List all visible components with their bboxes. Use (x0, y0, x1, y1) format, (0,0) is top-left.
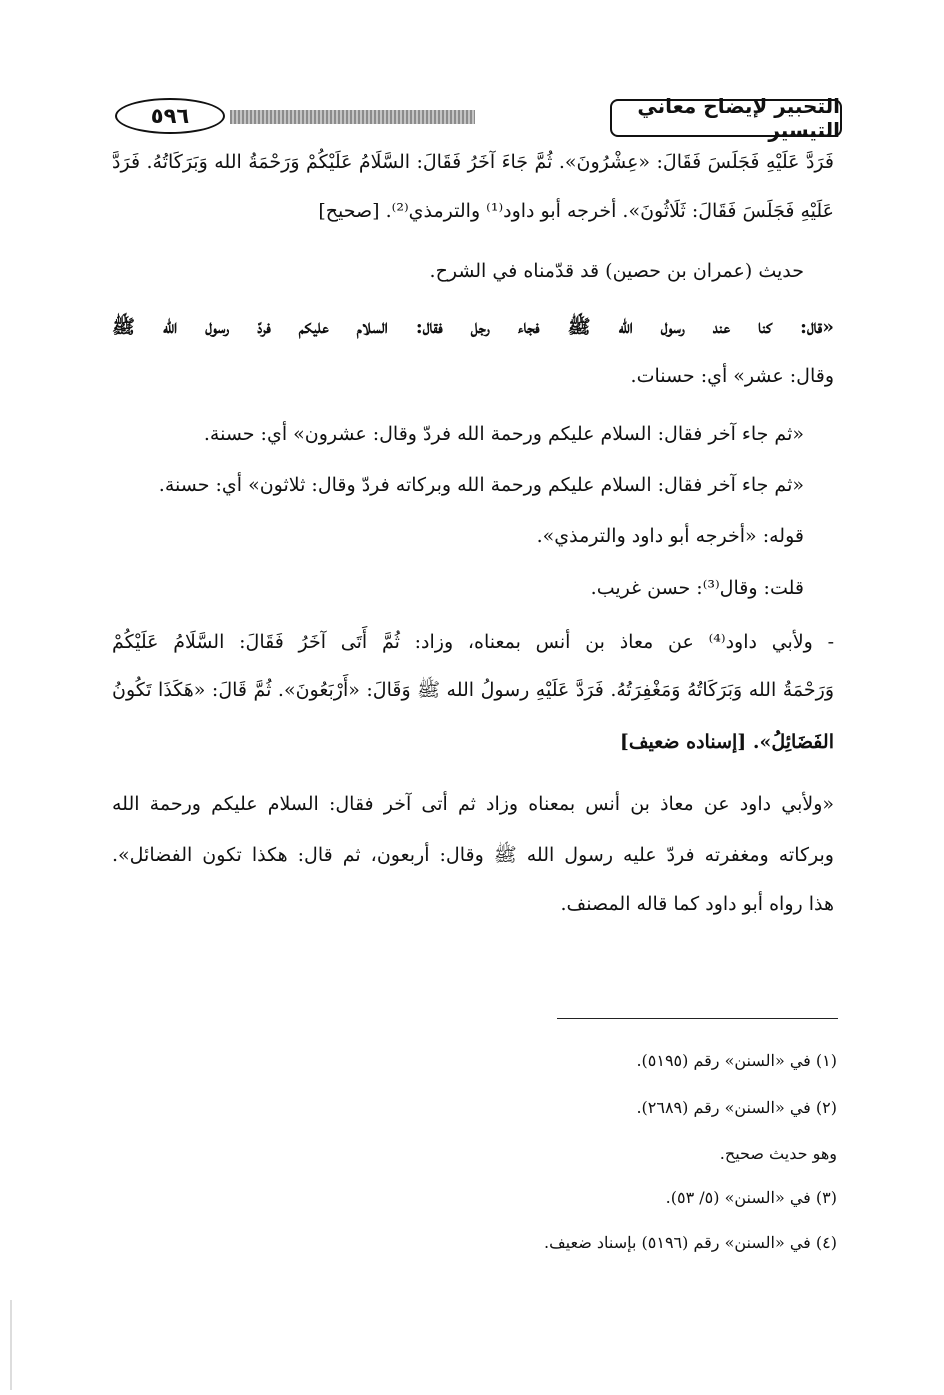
body-line-8: قوله: «أخرجه أبو داود والترمذي». (536, 525, 804, 547)
body-line-7: «ثم جاء آخر فقال: السلام عليكم ورحمة الله وبركاته فردّ وقال: ثلاثون» أي: حسنة. (158, 474, 804, 496)
footnote-2-note: وهو حديث صحيح. (719, 1144, 837, 1163)
footnote-4: (٤) في «السنن» رقم (٥١٩٦) بإسناد ضعيف. (544, 1233, 837, 1252)
header-decorative-band (230, 110, 475, 124)
body-line-9: قلت: وقال⁽³⁾: حسن غريب. (590, 577, 804, 599)
body-line-2: عَلَيْهِ فَجَلَسَ فَقَالَ: ثَلَاثُونَ». أخرجه أبو داود⁽¹⁾ والترمذي⁽²⁾. [صحيح] (318, 200, 834, 222)
page-number: ٥٩٦ (115, 98, 225, 134)
body-line-10: - ولأبي داود⁽⁴⁾ عن معاذ بن أنس بمعناه، وزاد: ثُمَّ أَتَى آخَرُ فَقَالَ: السَّلَامُ عَلَيْكُمْ (112, 631, 835, 653)
body-line-11: وَرَحْمَةُ الله وَبَرَكَاتُهُ وَمَغْفِرَتُهُ. فَرَدَّ عَلَيْهِ رسولُ الله ﷺ وَقَالَ: «أَرْبَعُونَ». ثُمَّ قَالَ: «هَكَذَا تَكُونُ (112, 679, 834, 701)
body-line-1: فَرَدَّ عَلَيْهِ فَجَلَسَ فَقَالَ: «عِشْرُونَ». ثُمَّ جَاءَ آخَرُ فَقَالَ: السَّلَامُ عَلَيْكُمْ وَرَحْمَةُ الله وَبَرَكَاتُهُ. فَرَدَّ (112, 151, 834, 173)
scan-edge-mark (10, 1300, 12, 1390)
body-line-3: حديث (عمران بن حصين) قد قدّمناه في الشرح. (429, 260, 804, 282)
body-line-12: الفَضَائِلُ». [إسناده ضعيف] (619, 731, 834, 753)
book-title: التحبير لإيضاح معاني التيسير (610, 99, 842, 137)
body-line-14: وبركاته ومغفرته فردّ عليه رسول الله ﷺ وقال: أربعون، ثم قال: هكذا تكون الفضائل». (112, 844, 834, 866)
body-line-13: «ولأبي داود عن معاذ بن أنس بمعناه وزاد ثم أتى آخر فقال: السلام عليكم ورحمة الله (112, 793, 834, 815)
body-line-5: وقال: عشر» أي: حسنات. (630, 365, 834, 387)
footnote-2: (٢) في «السنن» رقم (٢٦٨٩). (636, 1098, 837, 1117)
footnote-separator (557, 1018, 838, 1019)
body-line-15: هذا رواه أبو داود كما قاله المصنف. (560, 893, 834, 915)
body-line-6: «ثم جاء آخر فقال: السلام عليكم ورحمة الله فردّ وقال: عشرون» أي: حسنة. (203, 423, 804, 445)
page-header (115, 96, 842, 146)
body-line-4: «قال: كنا عند رسول الله ﷺ فجاء رجل فقال: السلام عليكم فردّ رسول الله ﷺ (112, 316, 834, 338)
footnote-1: (١) في «السنن» رقم (٥١٩٥). (636, 1051, 837, 1070)
footnote-3: (٣) في «السنن» (٥/ ٥٣). (665, 1188, 837, 1207)
